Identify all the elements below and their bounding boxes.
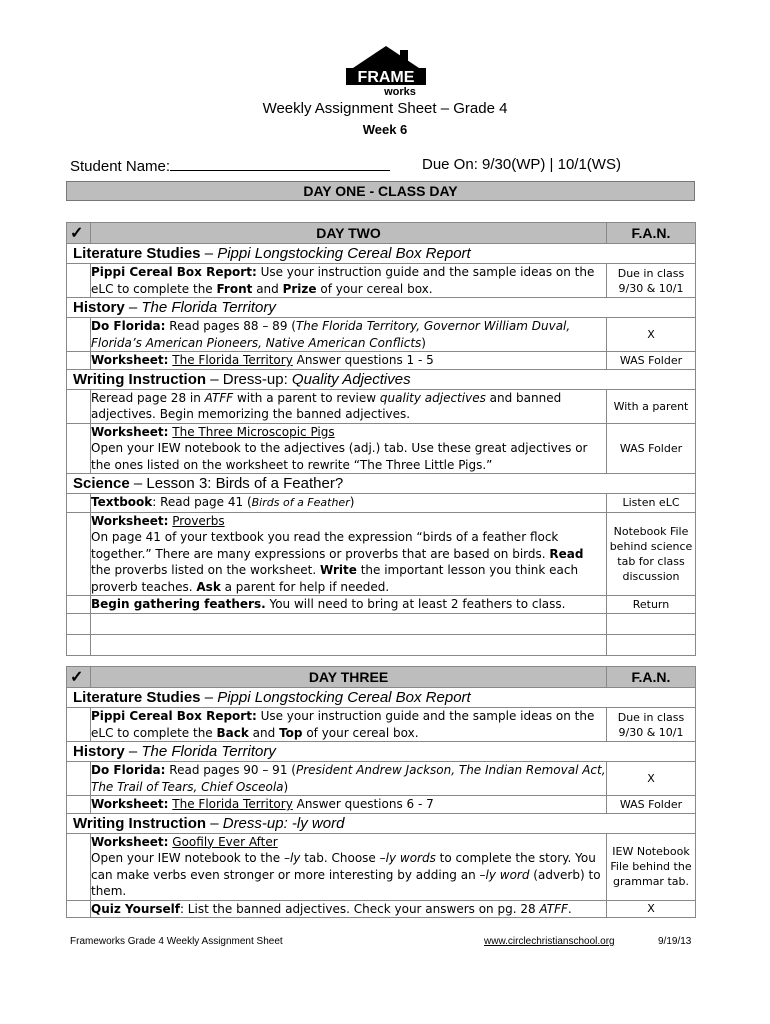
subject-row-literature: Literature Studies – Pippi Longstocking Cereal Box Report (67, 244, 696, 264)
task-checkbox[interactable] (67, 596, 91, 614)
task-row (67, 762, 696, 796)
day-two-title: DAY TWO (91, 223, 607, 244)
day-one-banner: DAY ONE - CLASS DAY (66, 181, 695, 201)
subject-topic: Pippi Longstocking Cereal Box Report (217, 689, 471, 706)
task-row (67, 900, 696, 918)
task-checkbox[interactable] (67, 634, 91, 655)
logo-text-works: works (384, 86, 416, 96)
task-checkbox[interactable] (67, 708, 91, 742)
task-checkbox[interactable] (67, 352, 91, 370)
task-row (67, 796, 696, 814)
day-three-table (66, 666, 696, 918)
sheet-title: Weekly Assignment Sheet – Grade 4 (262, 100, 508, 117)
task-row (67, 423, 696, 474)
task-text: Do Florida: Read pages 88 – 89 (The Florida Territory, Governor William Duval, Florida’s American Pioneers, Native American Conflicts) (91, 318, 607, 352)
task-row (67, 708, 696, 742)
week-label: Week 6 (362, 122, 408, 137)
task-row (67, 596, 696, 614)
fan-cell: WAS Folder (607, 352, 696, 370)
day-three-header (67, 667, 696, 688)
task-text: Pippi Cereal Box Report: Use your instruction guide and the sample ideas on the eLC to complete the Back and Top of your cereal box. (91, 708, 607, 742)
task-checkbox[interactable] (67, 796, 91, 814)
task-checkbox[interactable] (67, 613, 91, 634)
worksheet-link[interactable]: Proverbs (172, 513, 225, 528)
footer-website-link[interactable]: www.circlechristianschool.org (484, 936, 615, 947)
subject-label: Literature Studies (73, 245, 201, 262)
subject-topic: The Florida Territory (141, 299, 276, 316)
due-on: Due On: 9/30(WP) | 10/1(WS) (422, 156, 621, 173)
day-two-table (66, 222, 696, 656)
worksheet-link[interactable]: Goofily Ever After (172, 834, 278, 849)
student-name-label: Student Name: (70, 158, 171, 175)
footer-title: Frameworks Grade 4 Weekly Assignment Sheet (70, 936, 283, 947)
fan-cell: WAS Folder (607, 423, 696, 474)
task-checkbox[interactable] (67, 389, 91, 423)
fan-header: F.A.N. (607, 667, 696, 688)
task-text: Worksheet: The Three Microscopic Pigs Open your IEW notebook to the adjectives (adj.) tab. Use these great adjectives or the ones listed on the worksheet to rewrite “The Three Little Pigs.” (91, 423, 607, 474)
subject-row-writing: Writing Instruction – Dress-up: Quality Adjectives (67, 369, 696, 389)
student-name-field[interactable] (70, 156, 390, 175)
empty-row (67, 634, 696, 655)
worksheet-link[interactable]: The Three Microscopic Pigs (172, 424, 335, 439)
task-row (67, 318, 696, 352)
task-text: Worksheet: The Florida Territory Answer questions 1 - 5 (91, 352, 607, 370)
subject-row-history: History – The Florida Territory (67, 298, 696, 318)
task-text: Worksheet: Proverbs On page 41 of your textbook you read the expression “birds of a feather flock together.” There are many expressions or proverbs that are based on birds. Read the proverbs listed on the worksheet. Write the important lesson you think each proverb teaches. Ask a parent for help if needed. (91, 512, 607, 596)
subject-label: Science (73, 475, 130, 492)
task-checkbox[interactable] (67, 494, 91, 513)
check-icon[interactable]: ✓ (67, 223, 91, 244)
student-name-line[interactable] (170, 156, 390, 171)
subject-topic: Lesson 3: Birds of a Feather? (146, 475, 344, 492)
logo-text-frame: FRAME (357, 69, 415, 86)
task-text: Textbook: Read page 41 (Birds of a Feather) (91, 494, 607, 513)
subject-row-writing: Writing Instruction – Dress-up: -ly word (67, 813, 696, 833)
fan-cell: Due in class 9/30 & 10/1 (607, 708, 696, 742)
task-checkbox[interactable] (67, 318, 91, 352)
subject-row-literature: Literature Studies – Pippi Longstocking Cereal Box Report (67, 688, 696, 708)
fan-cell: WAS Folder (607, 796, 696, 814)
check-icon[interactable]: ✓ (67, 667, 91, 688)
task-checkbox[interactable] (67, 762, 91, 796)
fan-cell: With a parent (607, 389, 696, 423)
subject-label: Literature Studies (73, 689, 201, 706)
fan-cell: IEW Notebook File behind the grammar tab. (607, 833, 696, 900)
frameworks-logo (342, 46, 430, 96)
task-row (67, 389, 696, 423)
task-text: Pippi Cereal Box Report: Use your instruction guide and the sample ideas on the eLC to complete the Front and Prize of your cereal box. (91, 264, 607, 298)
task-row (67, 512, 696, 596)
task-row (67, 264, 696, 298)
task-text: Worksheet: The Florida Territory Answer questions 6 - 7 (91, 796, 607, 814)
fan-header: F.A.N. (607, 223, 696, 244)
subject-topic: The Florida Territory (141, 743, 276, 760)
fan-cell: X (607, 900, 696, 918)
task-checkbox[interactable] (67, 423, 91, 474)
subject-label: History (73, 743, 125, 760)
subject-topic: Quality Adjectives (291, 370, 411, 388)
subject-row-science: Science – Lesson 3: Birds of a Feather? (67, 474, 696, 494)
empty-row (67, 613, 696, 634)
fan-cell: Notebook File behind science tab for class discussion (607, 512, 696, 596)
worksheet-link[interactable]: The Florida Territory (172, 353, 293, 367)
subject-label: Writing Instruction (73, 814, 207, 832)
day-three-title: DAY THREE (91, 667, 607, 688)
task-text: Do Florida: Read pages 90 – 91 (President Andrew Jackson, The Indian Removal Act, The Trail of Tears, Chief Osceola) (91, 763, 606, 794)
day-two-header (67, 223, 696, 244)
task-row (67, 494, 696, 513)
subject-topic: Pippi Longstocking Cereal Box Report (217, 245, 471, 262)
fan-cell: Return (607, 596, 696, 614)
task-text: Reread page 28 in ATFF with a parent to review quality adjectives and banned adjectives. Begin memorizing the banned adjectives. (91, 389, 607, 423)
subject-topic: Dress-up: -ly word (222, 814, 345, 832)
task-row (67, 352, 696, 370)
subject-row-history: History – The Florida Territory (67, 742, 696, 762)
fan-cell: Due in class 9/30 & 10/1 (607, 264, 696, 298)
task-checkbox[interactable] (67, 900, 91, 918)
task-text: Worksheet: Goofily Ever After Open your IEW notebook to the –ly tab. Choose –ly words to complete the story. You can make verbs even stronger or more interesting by adding an –ly word (adverb) to them. (91, 833, 607, 900)
task-text: Quiz Yourself: List the banned adjectives. Check your answers on pg. 28 ATFF. (91, 900, 607, 918)
footer-date: 9/19/13 (658, 936, 692, 947)
task-checkbox[interactable] (67, 833, 91, 900)
fan-cell: Listen eLC (607, 494, 696, 513)
task-text: Begin gathering feathers. You will need to bring at least 2 feathers to class. (91, 596, 607, 614)
task-checkbox[interactable] (67, 512, 91, 596)
task-row (67, 833, 696, 900)
task-checkbox[interactable] (67, 264, 91, 298)
subject-label: History (73, 299, 125, 316)
fan-cell: X (607, 762, 696, 796)
subject-label: Writing Instruction (73, 370, 207, 388)
worksheet-link[interactable]: The Florida Territory (172, 797, 293, 811)
fan-cell: X (607, 318, 696, 352)
